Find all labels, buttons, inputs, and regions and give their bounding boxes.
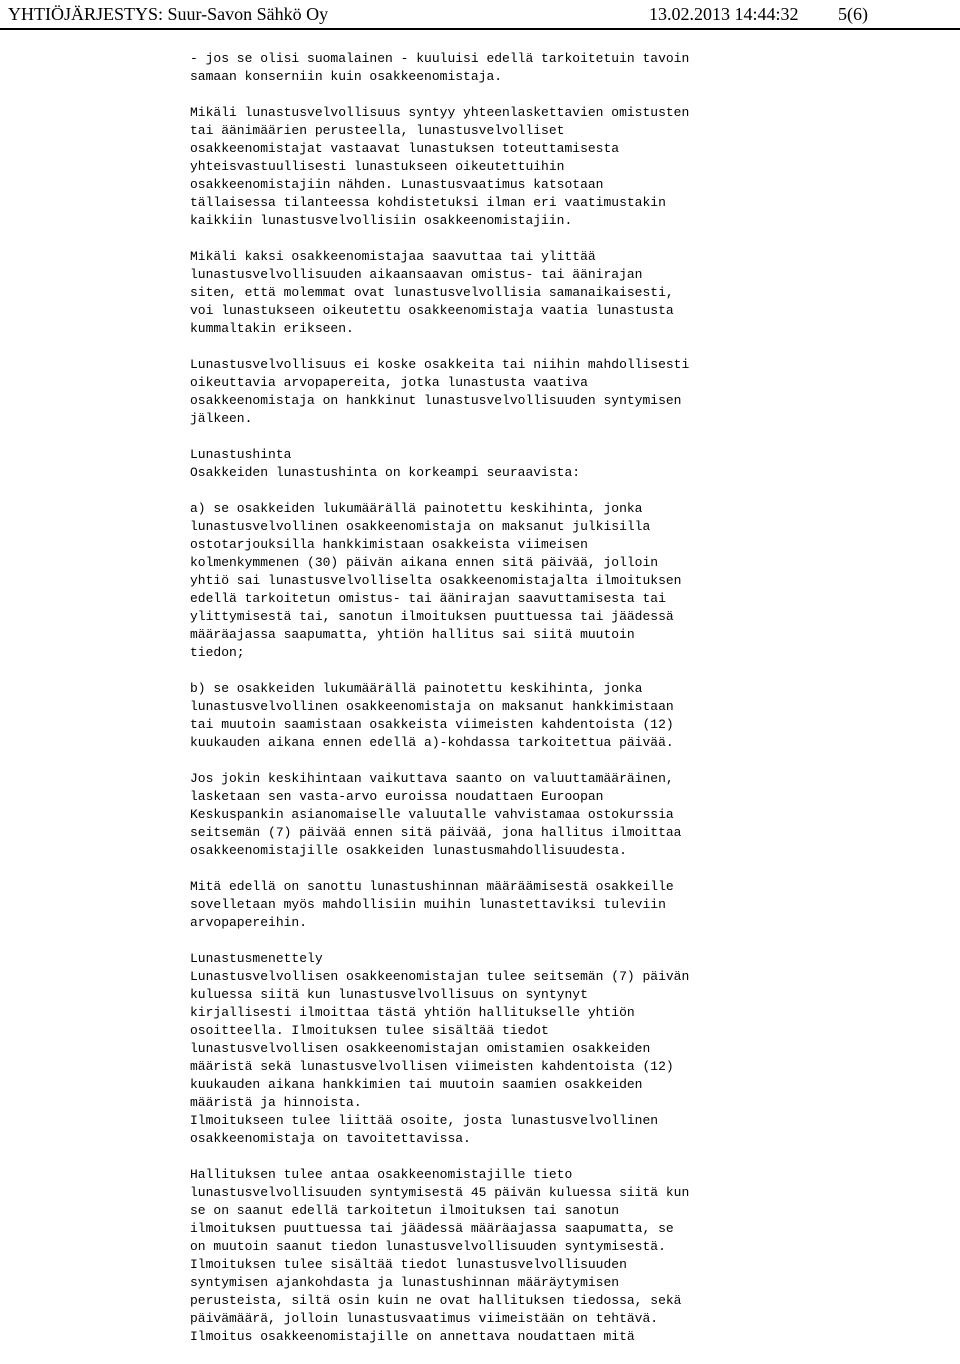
- text-line: lasketaan sen vasta-arvo euroissa noudattaen Euroopan: [190, 789, 604, 804]
- text-line: kirjallisesti ilmoittaa tästä yhtiön hallitukselle yhtiön: [190, 1005, 635, 1020]
- text-line: Ilmoitukseen tulee liittää osoite, josta lunastusvelvollinen: [190, 1113, 659, 1128]
- text-line: Mikäli kaksi osakkeenomistajaa saavuttaa tai ylittää: [190, 249, 596, 264]
- text-line: ilmoituksen puuttuessa tai jäädessä määräajassa saapumatta, se: [190, 1221, 674, 1236]
- text-line: edellä tarkoitetun omistus- tai äänirajan saavuttamisesta tai: [190, 591, 666, 606]
- paragraph: [190, 104, 950, 230]
- page-number: 5(6): [838, 4, 868, 24]
- text-line: osakkeenomistaja on hankkinut lunastusvelvollisuuden syntymisen: [190, 393, 682, 408]
- text-line: osakkeenomistaja on tavoitettavissa.: [190, 1131, 471, 1146]
- paragraph: [190, 248, 950, 338]
- text-line: määristä ja hinnoista.: [190, 1095, 362, 1110]
- text-line: perusteista, siltä osin kuin ne ovat hallituksen tiedossa, sekä: [190, 1293, 682, 1308]
- text-line: Keskuspankin asianomaiselle valuutalle vahvistamaa ostokurssia: [190, 807, 674, 822]
- text-line: lunastusvelvollisen osakkeenomistajan omistamien osakkeiden: [190, 1041, 651, 1056]
- paragraph: [190, 446, 950, 482]
- text-line: osakkeenomistajille osakkeiden lunastusmahdollisuudesta.: [190, 843, 627, 858]
- text-line: jälkeen.: [190, 411, 253, 426]
- text-line: Ilmoitus osakkeenomistajille on annettava noudattaen mitä: [190, 1329, 635, 1344]
- text-line: ostotarjouksilla hankkimistaan osakkeista viimeisen: [190, 537, 588, 552]
- paragraph: [190, 950, 950, 1148]
- text-line: b) se osakkeiden lukumäärällä painotettu keskihinta, jonka: [190, 681, 643, 696]
- text-line: seitsemän (7) päivää ennen sitä päivää, jona hallitus ilmoittaa: [190, 825, 682, 840]
- paragraph: [190, 50, 950, 86]
- text-line: Mikäli lunastusvelvollisuus syntyy yhteenlaskettavien omistusten: [190, 105, 690, 120]
- text-line: osakkeenomistajiin nähden. Lunastusvaatimus katsotaan: [190, 177, 604, 192]
- text-line: Lunastusmenettely: [190, 951, 323, 966]
- text-line: - jos se olisi suomalainen - kuuluisi edellä tarkoitetuin tavoin: [190, 51, 690, 66]
- text-line: osakkeenomistajat vastaavat lunastuksen toteuttamisesta: [190, 141, 620, 156]
- print-datetime: 13.02.2013 14:44:32: [649, 4, 799, 24]
- text-line: päivämäärä, jolloin lunastusvaatimus viimeistään on tehtävä.: [190, 1311, 659, 1326]
- text-line: määräajassa saapumatta, yhtiön hallitus sai siitä muutoin: [190, 627, 635, 642]
- paragraph: [190, 680, 950, 752]
- text-line: samaan konserniin kuin osakkeenomistaja.: [190, 69, 503, 84]
- text-line: kaikkiin lunastusvelvollisiin osakkeenomistajiin.: [190, 213, 573, 228]
- text-line: sovelletaan myös mahdollisiin muihin lunastettaviksi tuleviin: [190, 897, 666, 912]
- text-line: kuluessa siitä kun lunastusvelvollisuus on syntynyt: [190, 987, 588, 1002]
- text-line: on muutoin saanut tiedon lunastusvelvollisuuden syntymisestä.: [190, 1239, 666, 1254]
- text-line: a) se osakkeiden lukumäärällä painotettu keskihinta, jonka: [190, 501, 643, 516]
- text-line: Lunastushinta: [190, 447, 292, 462]
- text-line: yhteisvastuullisesti lunastukseen oikeutettuihin: [190, 159, 565, 174]
- text-line: se on saanut edellä tarkoitetun ilmoituksen tai sanotun: [190, 1203, 620, 1218]
- text-line: tai muutoin saamistaan osakkeista viimeisten kahdentoista (12): [190, 717, 674, 732]
- text-line: syntymisen ajankohdasta ja lunastushinnan määräytymisen: [190, 1275, 620, 1290]
- document-title: YHTIÖJÄRJESTYS: Suur-Savon Sähkö Oy: [8, 4, 329, 24]
- paragraph: [190, 770, 950, 860]
- text-line: kuukauden aikana ennen edellä a)-kohdassa tarkoitettua päivää.: [190, 735, 674, 750]
- paragraph: [190, 356, 950, 428]
- paragraph: [190, 1166, 950, 1346]
- text-line: kuukauden aikana hankkimien tai muutoin saamien osakkeiden: [190, 1077, 643, 1092]
- text-line: yhtiö sai lunastusvelvolliselta osakkeenomistajalta ilmoituksen: [190, 573, 682, 588]
- text-line: Mitä edellä on sanottu lunastushinnan määräämisestä osakkeille: [190, 879, 674, 894]
- text-line: tai äänimäärien perusteella, lunastusvelvolliset: [190, 123, 565, 138]
- text-line: ylittymisestä tai, sanotun ilmoituksen puuttuessa tai jäädessä: [190, 609, 674, 624]
- text-line: tällaisessa tilanteessa kohdistetuksi ilman eri vaatimustakin: [190, 195, 666, 210]
- text-line: Osakkeiden lunastushinta on korkeampi seuraavista:: [190, 465, 581, 480]
- document-body: [190, 50, 950, 1364]
- text-line: voi lunastukseen oikeutettu osakkeenomistaja vaatia lunastusta: [190, 303, 674, 318]
- text-line: kolmenkymmenen (30) päivän aikana ennen sitä päivää, jolloin: [190, 555, 659, 570]
- header-divider: [0, 28, 960, 30]
- text-line: arvopapereihin.: [190, 915, 308, 930]
- text-line: oikeuttavia arvopapereita, jotka lunastusta vaativa: [190, 375, 588, 390]
- text-line: lunastusvelvollinen osakkeenomistaja on maksanut hankkimistaan: [190, 699, 674, 714]
- text-line: lunastusvelvollisuuden syntymisestä 45 päivän kuluessa siitä kun: [190, 1185, 690, 1200]
- text-line: lunastusvelvollinen osakkeenomistaja on maksanut julkisilla: [190, 519, 651, 534]
- text-line: Jos jokin keskihintaan vaikuttava saanto on valuuttamääräinen,: [190, 771, 674, 786]
- text-line: lunastusvelvollisuuden aikaansaavan omistus- tai äänirajan: [190, 267, 643, 282]
- page-header: [0, 0, 960, 30]
- text-line: Lunastusvelvollisen osakkeenomistajan tulee seitsemän (7) päivän: [190, 969, 690, 984]
- text-line: Hallituksen tulee antaa osakkeenomistajille tieto: [190, 1167, 573, 1182]
- text-line: kummaltakin erikseen.: [190, 321, 354, 336]
- paragraph: [190, 500, 950, 662]
- text-line: siten, että molemmat ovat lunastusvelvollisia samanaikaisesti,: [190, 285, 674, 300]
- paragraph: [190, 878, 950, 932]
- text-line: Ilmoituksen tulee sisältää tiedot lunastusvelvollisuuden: [190, 1257, 627, 1272]
- text-line: tiedon;: [190, 645, 245, 660]
- text-line: määristä sekä lunastusvelvollisen viimeisten kahdentoista (12): [190, 1059, 674, 1074]
- text-line: Lunastusvelvollisuus ei koske osakkeita tai niihin mahdollisesti: [190, 357, 690, 372]
- text-line: osoitteella. Ilmoituksen tulee sisältää tiedot: [190, 1023, 549, 1038]
